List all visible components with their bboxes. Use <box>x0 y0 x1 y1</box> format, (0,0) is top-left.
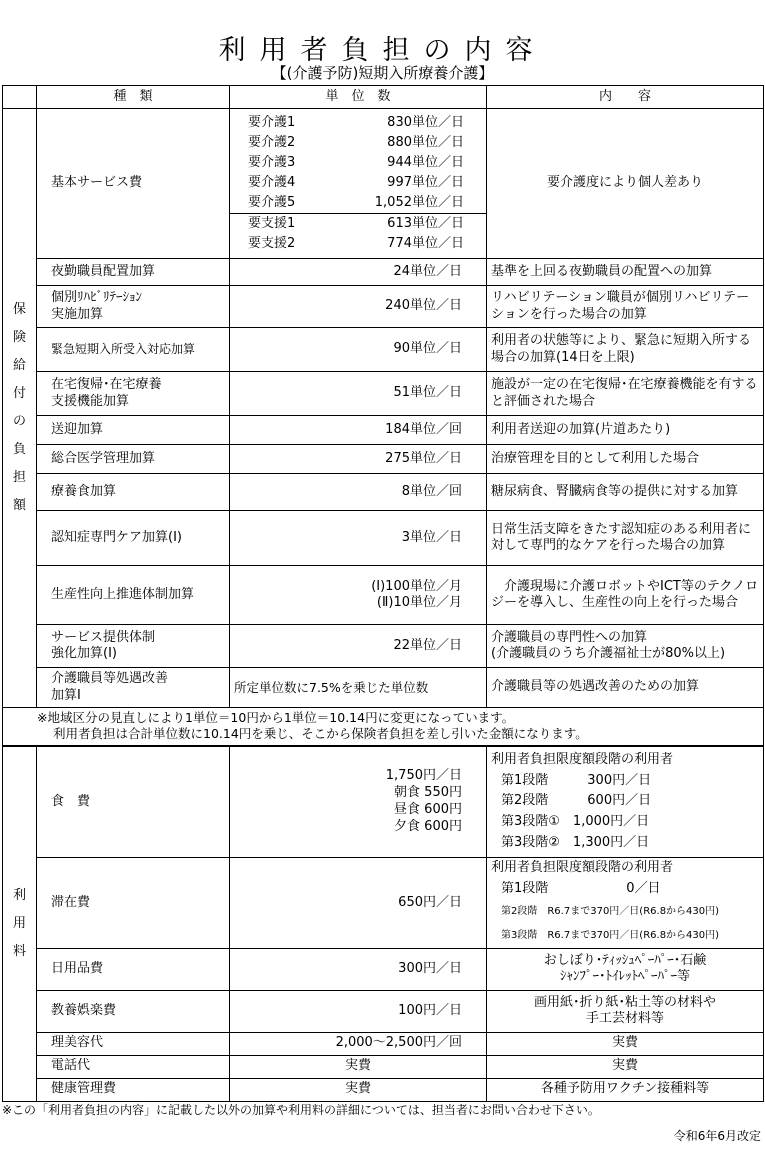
item-units: 240単位／日 <box>230 286 487 328</box>
table-row <box>3 1055 764 1078</box>
item-units: 実費 <box>230 1078 487 1101</box>
base-service-content: 要介護度により個人差あり <box>487 109 764 259</box>
table-row <box>3 625 764 668</box>
item-content: 画用紙･折り紙･粘土等の材料や 手工芸材料等 <box>487 990 764 1032</box>
item-name: 教養娯楽費 <box>37 990 230 1032</box>
table-row <box>3 416 764 445</box>
item-content: 利用者の状態等により、緊急に短期入所する場合の加算(14日を上限) <box>487 328 764 372</box>
header-units: 単 位 数 <box>230 86 487 109</box>
item-units: 300円／日 <box>230 948 487 990</box>
item-content: 介護職員の専門性への加算 (介護職員のうち介護福祉士が80%以上) <box>487 625 764 668</box>
item-content: 実費 <box>487 1055 764 1078</box>
table-row <box>3 372 764 416</box>
item-content: 日常生活支障をきたす認知症のある利用者に対して専門的なケアを行った場合の加算 <box>487 511 764 566</box>
revision-date: 令和6年6月改定 <box>673 1129 761 1143</box>
item-name: 日用品費 <box>37 948 230 990</box>
list-item: 要支援1 613単位／日 <box>230 213 486 234</box>
table-row <box>3 948 764 990</box>
fee-table <box>2 85 764 1102</box>
table-header-row <box>3 86 764 109</box>
item-name: 生産性向上推進体制加算 <box>37 566 230 625</box>
table-row <box>3 566 764 625</box>
item-content: 利用者送迎の加算(片道あたり) <box>487 416 764 445</box>
insurance-section-label: 保 険 給 付 の 負 担 額 <box>3 109 37 708</box>
item-content: 実費 <box>487 1032 764 1055</box>
item-name: 療養食加算 <box>37 474 230 511</box>
item-content: 基準を上回る夜勤職員の配置への加算 <box>487 259 764 286</box>
item-units: 51単位／日 <box>230 372 487 416</box>
table-row <box>3 109 764 259</box>
table-row <box>3 259 764 286</box>
item-name: 介護職員等処遇改善 加算Ⅰ <box>37 668 230 708</box>
item-units: 24単位／日 <box>230 259 487 286</box>
list-item: 要介護3 944単位／日 <box>248 155 464 170</box>
item-units: 2,000～2,500円／回 <box>230 1032 487 1055</box>
item-name: サービス提供体制 強化加算(Ⅰ) <box>37 625 230 668</box>
header-content: 内 容 <box>487 86 764 109</box>
item-name: 認知症専門ケア加算(Ⅰ) <box>37 511 230 566</box>
table-row <box>3 858 764 949</box>
table-row <box>3 668 764 708</box>
item-name: 夜勤職員配置加算 <box>37 259 230 286</box>
footer-note: ※この「利用者負担の内容」に記載した以外の加算や利用料の詳細については、担当者にお問い合わせ下さい。 <box>2 1103 600 1117</box>
item-units: (Ⅰ)100単位／月 (Ⅱ)10単位／月 <box>230 566 487 625</box>
meal-prices: 1,750円／日 朝食 550円 昼食 600円 夕食 600円 <box>230 746 487 858</box>
list-item: 要介護5 1,052単位／日 <box>248 195 464 210</box>
item-content: 介護職員等の処遇改善のための加算 <box>487 668 764 708</box>
item-name: 滞在費 <box>37 858 230 949</box>
item-content: 糖尿病食、腎臓病食等の提供に対する加算 <box>487 474 764 511</box>
item-units: 3単位／日 <box>230 511 487 566</box>
item-units: 所定単位数に7.5%を乗じた単位数 <box>230 668 487 708</box>
item-name: 食 費 <box>37 746 230 858</box>
item-units: 90単位／日 <box>230 328 487 372</box>
table-row <box>3 474 764 511</box>
page-title: 利用者負担の内容 <box>218 35 547 66</box>
item-content: 施設が一定の在宅復帰･在宅療養機能を有すると評価された場合 <box>487 372 764 416</box>
table-row <box>3 511 764 566</box>
item-content: 介護現場に介護ロボットやICT等のテクノロジーを導入し、生産性の向上を行った場合 <box>487 566 764 625</box>
table-row <box>3 990 764 1032</box>
item-content: 治療管理を目的として利用した場合 <box>487 445 764 474</box>
stay-content: 利用者負担限度額段階の利用者 第1段階 0／日 第2段階 R6.7まで370円／日(R6.8から430円) 第3段階 R6.7まで370円／日(R6.8から430円) <box>487 858 764 949</box>
region-note <box>3 708 764 746</box>
item-name: 電話代 <box>37 1055 230 1078</box>
header-blank <box>3 86 37 109</box>
note-line: ※地域区分の見直しにより1単位＝10円から1単位＝10.14円に変更になっています。 <box>37 710 515 725</box>
item-units: 184単位／回 <box>230 416 487 445</box>
note-line: 利用者負担は合計単位数に10.14円を乗じ、そこから保険者負担を差し引いた金額になります。 <box>53 726 588 742</box>
table-row <box>3 445 764 474</box>
item-units: 275単位／日 <box>230 445 487 474</box>
table-row <box>3 1032 764 1055</box>
item-name: 健康管理費 <box>37 1078 230 1101</box>
base-service-name: 基本サービス費 <box>37 109 230 259</box>
list-item: 要介護4 997単位／日 <box>248 175 464 190</box>
table-row <box>3 746 764 858</box>
item-name: 在宅復帰･在宅療養 支援機能加算 <box>37 372 230 416</box>
care-level-list <box>230 109 487 259</box>
item-units: 22単位／日 <box>230 625 487 668</box>
item-content: 各種予防用ワクチン接種料等 <box>487 1078 764 1101</box>
item-content: リハビリテーション職員が個別リハビリテーションを行った場合の加算 <box>487 286 764 328</box>
item-name: 総合医学管理加算 <box>37 445 230 474</box>
list-item: 要支援2 774単位／日 <box>248 236 464 251</box>
item-units: 650円／日 <box>230 858 487 949</box>
item-units: 8単位／回 <box>230 474 487 511</box>
item-content: おしぼり･ﾃｨｯｼｭﾍﾟｰﾊﾟｰ･石鹸 ｼｬﾝﾌﾟｰ･ﾄｲﾚｯﾄﾍﾟｰﾊﾟｰ等 <box>487 948 764 990</box>
user-fee-section-label: 利 用 料 <box>3 746 37 1102</box>
table-row <box>3 328 764 372</box>
page-subtitle: 【(介護予防)短期入所療養介護】 <box>271 64 494 82</box>
item-name: 個別ﾘﾊﾋﾞﾘﾃｰｼｮﾝ 実施加算 <box>37 286 230 328</box>
item-name: 緊急短期入所受入対応加算 <box>37 328 230 372</box>
list-item: 要介護2 880単位／日 <box>248 135 464 150</box>
table-row <box>3 286 764 328</box>
header-type: 種 類 <box>37 86 230 109</box>
list-item: 要介護1 830単位／日 <box>248 115 464 130</box>
item-units: 100円／日 <box>230 990 487 1032</box>
notes-row <box>3 708 764 746</box>
meal-content: 利用者負担限度額段階の利用者 第1段階 300円／日 第2段階 600円／日 第3段階① 1,000円／日 第3段階② 1,300円／日 <box>487 746 764 858</box>
item-units: 実費 <box>230 1055 487 1078</box>
table-row <box>3 1078 764 1101</box>
item-name: 理美容代 <box>37 1032 230 1055</box>
item-name: 送迎加算 <box>37 416 230 445</box>
